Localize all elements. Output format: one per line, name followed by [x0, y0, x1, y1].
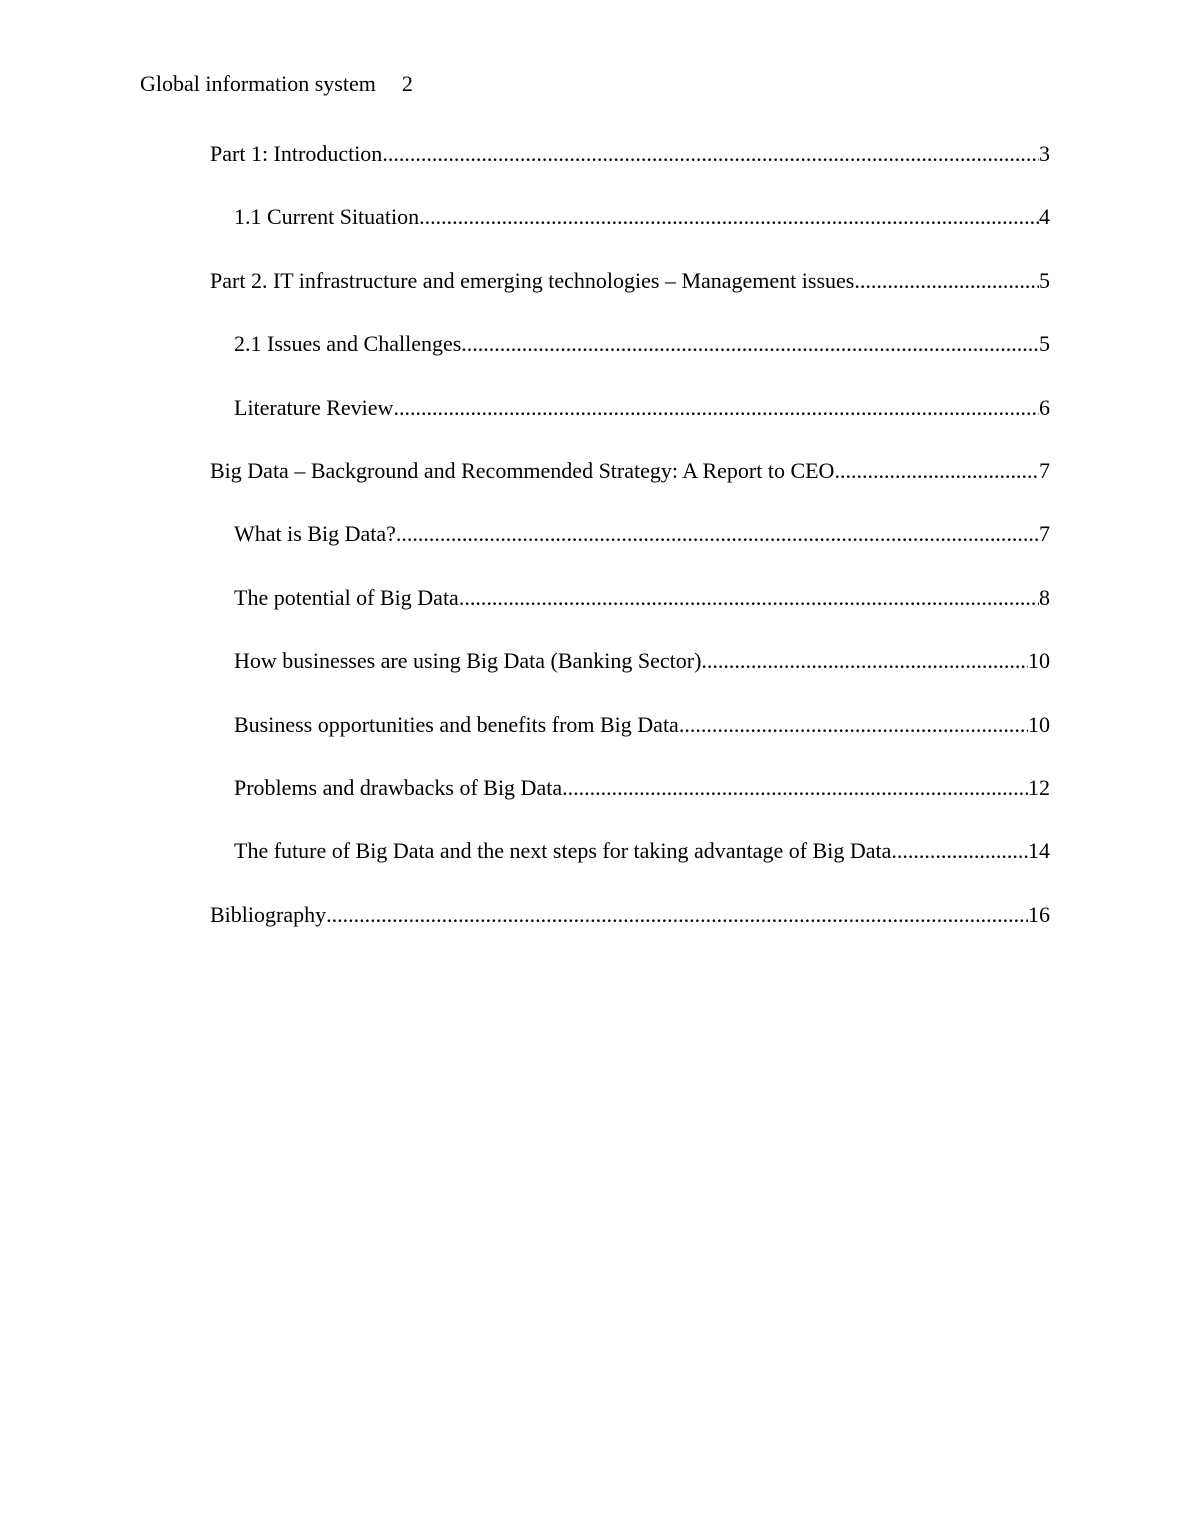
toc-leader-dots — [326, 901, 1028, 929]
toc-leader-dots — [891, 837, 1028, 865]
toc-entry[interactable] — [210, 394, 1050, 457]
toc-leader-dots — [701, 647, 1028, 675]
toc-entry-title: Literature Review — [234, 394, 394, 420]
toc-entry-title: Big Data – Background and Recommended Strategy: A Report to CEO — [210, 457, 835, 483]
toc-entry-page: 14 — [1028, 838, 1050, 864]
toc-entry-page: 7 — [1039, 521, 1050, 547]
toc-entry-page: 4 — [1039, 204, 1050, 230]
toc-entry[interactable] — [210, 901, 1050, 964]
table-of-contents — [210, 140, 1050, 964]
header-title: Global information system — [140, 71, 376, 96]
toc-entry-title: 2.1 Issues and Challenges — [234, 331, 462, 357]
toc-entry-page: 8 — [1039, 584, 1050, 610]
toc-entry-title: Part 2. IT infrastructure and emerging technologies – Management issues — [210, 267, 855, 293]
toc-entry[interactable] — [210, 711, 1050, 774]
toc-entry-title: The future of Big Data and the next steps for taking advantage of Big Data — [234, 838, 892, 864]
toc-entry-page: 12 — [1028, 774, 1050, 800]
toc-entry[interactable] — [210, 140, 1050, 203]
toc-entry-page: 10 — [1028, 648, 1050, 674]
toc-leader-dots — [396, 520, 1039, 548]
toc-entry-title: What is Big Data? — [234, 521, 396, 547]
toc-entry[interactable] — [210, 584, 1050, 647]
toc-entry-page: 5 — [1039, 331, 1050, 357]
toc-entry-page: 5 — [1039, 267, 1050, 293]
running-header — [140, 70, 413, 98]
toc-entry-page: 3 — [1039, 141, 1050, 166]
toc-entry[interactable] — [210, 457, 1050, 520]
toc-entry[interactable] — [210, 267, 1050, 330]
toc-leader-dots — [461, 330, 1039, 358]
toc-leader-dots — [382, 140, 1039, 168]
toc-entry-title: Part 1: Introduction — [210, 141, 383, 166]
toc-leader-dots — [459, 584, 1039, 612]
toc-entry-page: 10 — [1028, 711, 1050, 737]
toc-entry[interactable] — [210, 837, 1050, 900]
toc-entry-page: 6 — [1039, 394, 1050, 420]
toc-entry-title: How businesses are using Big Data (Banking Sector) — [234, 648, 702, 674]
toc-entry-page: 7 — [1039, 457, 1050, 483]
header-page-number: 2 — [401, 71, 413, 96]
toc-entry[interactable] — [210, 774, 1050, 837]
toc-entry-title: 1.1 Current Situation — [234, 204, 420, 230]
toc-leader-dots — [834, 457, 1039, 485]
toc-leader-dots — [393, 394, 1039, 422]
toc-leader-dots — [679, 711, 1028, 739]
toc-entry[interactable] — [210, 203, 1050, 266]
toc-leader-dots — [562, 774, 1028, 802]
toc-entry[interactable] — [210, 330, 1050, 393]
toc-entry[interactable] — [210, 647, 1050, 710]
toc-leader-dots — [854, 267, 1039, 295]
toc-entry-title: Problems and drawbacks of Big Data — [234, 774, 563, 800]
toc-entry-title: Business opportunities and benefits from Big Data — [234, 711, 679, 737]
toc-entry-title: Bibliography — [210, 901, 327, 927]
toc-entry-page: 16 — [1028, 901, 1050, 927]
toc-entry-title: The potential of Big Data — [234, 584, 459, 610]
toc-leader-dots — [419, 203, 1039, 231]
toc-entry[interactable] — [210, 520, 1050, 583]
